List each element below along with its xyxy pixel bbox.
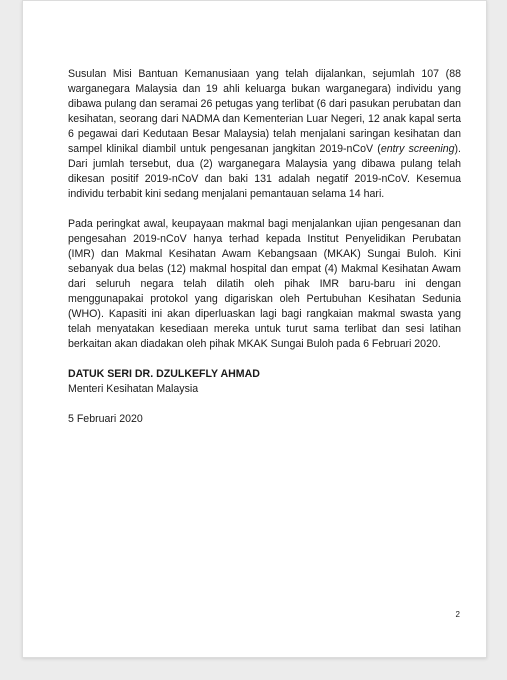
- paragraph-repatriation-screening: [68, 67, 461, 202]
- paragraph-text: Susulan Misi Bantuan Kemanusiaan yang telah dijalankan, sejumlah 107 (88 warganegara Malaysia dan 19 ahli keluarga bukan warganegara) individu yang dibawa pulang dan seramai 26 petugas yang terlibat (6 dari pasukan perubatan dan kesihatan, seorang dari NADMA dan Kementerian Luar Negeri, 12 anak kapal serta 6 pegawai dari Kedutaan Besar Malaysia) telah menjalani saringan kesihatan dan sampel klinikal diambil untuk pengesanan jangkitan 2019-nCoV (: [68, 68, 461, 155]
- paragraph-text: ). Dari jumlah tersebut, dua (2) warganegara Malaysia yang dibawa pulang telah dikesan positif 2019-nCoV dan baki 131 adalah negatif 2019-nCoV. Kesemua individu terbabit kini sedang menjalani pemantauan selama 14 hari.: [68, 143, 462, 200]
- page-number: 2: [455, 610, 460, 619]
- signatory-name: DATUK SERI DR. DZULKEFLY AHMAD: [68, 368, 260, 380]
- page-body: [68, 67, 461, 427]
- document-date: 5 Februari 2020: [68, 413, 143, 425]
- paragraph-lab-capacity: Pada peringkat awal, keupayaan makmal bagi menjalankan ujian pengesanan dan pengesahan 2019-nCoV hanya terhad kepada Institut Penyelidikan Perubatan (IMR) dan Makmal Kesihatan Awam Kebangsaan (MKAK) Sungai Buloh. Kini sebanyak dua belas (12) makmal hospital dan empat (4) Makmal Kesihatan Awam dari seluruh negara telah dilatih oleh pihak IMR baru-baru ini dengan menggunapakai protokol yang digariskan oleh Pertubuhan Kesihatan Sedunia (WHO). Kapasiti ini akan diperluaskan lagi bagi rangkaian makmal swasta yang telah menyatakan kesediaan mereka untuk turut sama terlibat dan sesi latihan berkaitan akan diadakan oleh pihak MKAK Sungai Buloh pada 6 Februari 2020.: [68, 218, 461, 350]
- signatory-title: Menteri Kesihatan Malaysia: [68, 383, 199, 395]
- emphasis-text: entry screening: [380, 143, 455, 155]
- document-page: [22, 0, 487, 658]
